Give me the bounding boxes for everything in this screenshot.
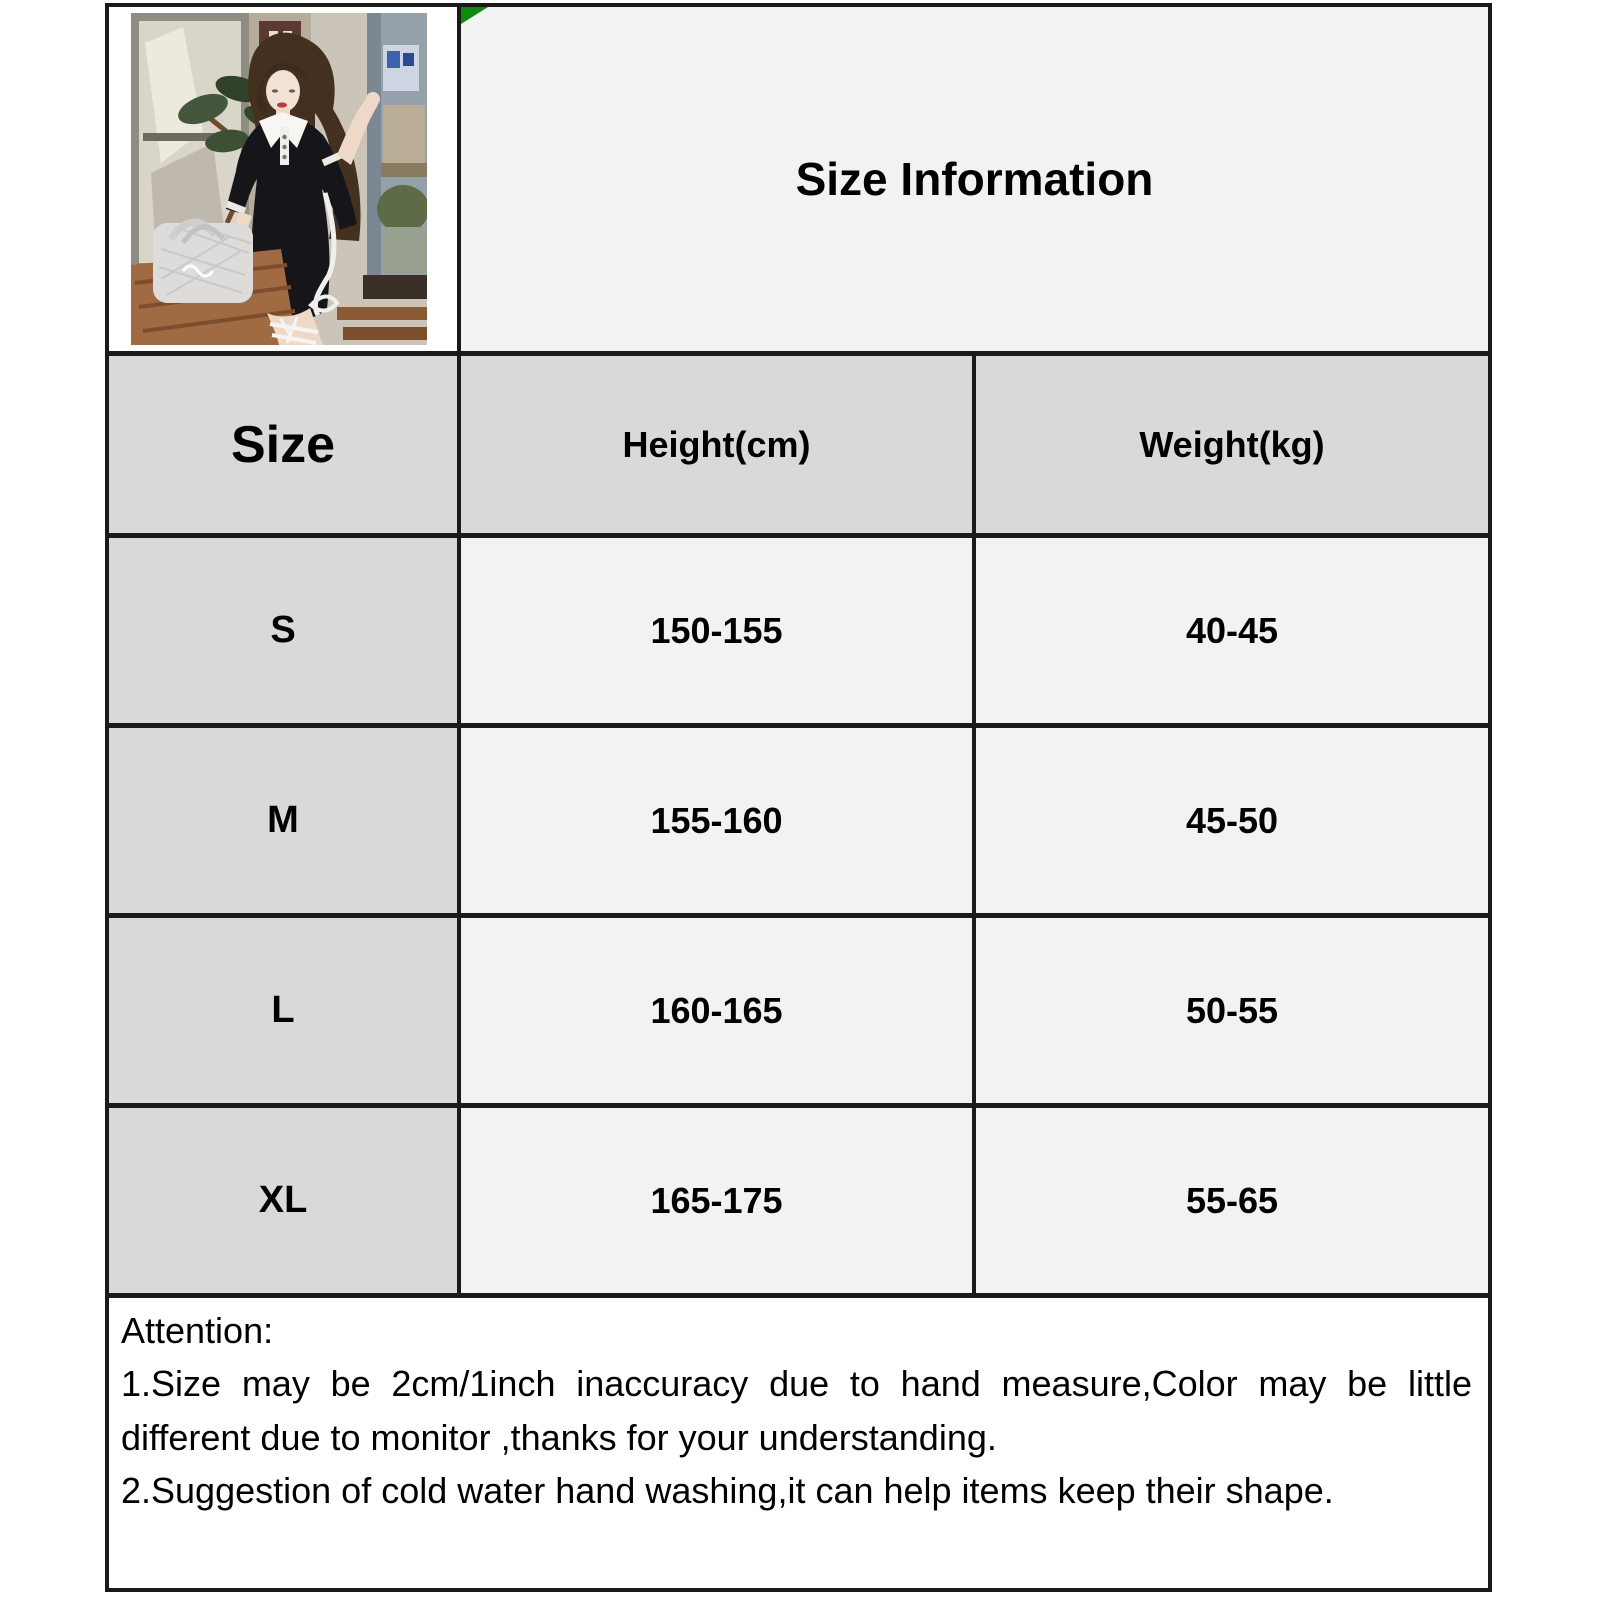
title-cell xyxy=(461,7,1488,351)
top-row xyxy=(109,7,1488,351)
attention-note-2: 2.Suggestion of cold water hand washing,it can help items keep their shape. xyxy=(121,1469,1334,1511)
size-chart-sheet xyxy=(105,3,1492,1592)
table-row-m xyxy=(109,723,1488,913)
weight-value: 50-55 xyxy=(976,918,1488,1103)
weight-value: 55-65 xyxy=(976,1108,1488,1293)
size-label: XL xyxy=(109,1108,461,1293)
table-row-xl xyxy=(109,1103,1488,1293)
attention-section xyxy=(109,1293,1488,1588)
header-height: Height(cm) xyxy=(461,356,976,533)
attention-note-1: 1.Size may be 2cm/1inch inaccuracy due to hand measure,Color may be little different due to monitor ,thanks for your understanding. xyxy=(121,1363,1472,1458)
height-value: 160-165 xyxy=(461,918,976,1103)
corner-marker-icon xyxy=(461,7,488,24)
size-label: M xyxy=(109,728,461,913)
product-photo xyxy=(131,13,427,345)
page-title: Size Information xyxy=(795,153,1154,205)
height-value: 165-175 xyxy=(461,1108,976,1293)
weight-value: 40-45 xyxy=(976,538,1488,723)
table-row-s xyxy=(109,533,1488,723)
product-photo-cell xyxy=(109,7,461,351)
size-label: S xyxy=(109,538,461,723)
weight-value: 45-50 xyxy=(976,728,1488,913)
height-value: 150-155 xyxy=(461,538,976,723)
header-size: Size xyxy=(109,356,461,533)
size-label: L xyxy=(109,918,461,1103)
table-header-row xyxy=(109,351,1488,533)
attention-title: Attention: xyxy=(121,1310,274,1351)
height-value: 155-160 xyxy=(461,728,976,913)
table-row-l xyxy=(109,913,1488,1103)
header-weight: Weight(kg) xyxy=(976,356,1488,533)
